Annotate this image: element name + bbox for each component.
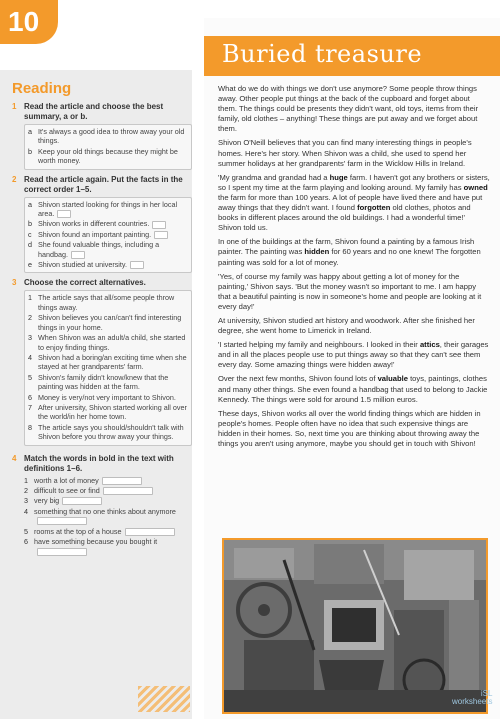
- item-number: 2: [28, 313, 32, 323]
- item-number: 4: [24, 506, 28, 516]
- option-text: It's always a good idea to throw away your old things.: [38, 127, 185, 146]
- item-number: 8: [28, 422, 32, 432]
- item-text: very big: [34, 496, 60, 506]
- vocabulary-word: attics: [419, 340, 440, 350]
- alternative-item[interactable]: [28, 353, 188, 372]
- article-paragraph: Over the next few months, Shivon found lots of valuable toys, paintings, clothes and many other things. She even found a handbag that used to belong to Jackie Kennedy. The things were sold for around 1.5 million euros.: [218, 374, 488, 404]
- item-text: Shivon started looking for things in her local area.: [38, 199, 178, 219]
- answer-field[interactable]: [37, 548, 87, 556]
- option-letter: b: [28, 146, 32, 156]
- article-panel: [204, 18, 500, 719]
- item-letter: e: [28, 260, 32, 270]
- item-text: Shivon believes you can/can't find interesting things in your home.: [38, 313, 182, 332]
- exercise-2: [12, 175, 184, 274]
- item-text: something that no one thinks about anymore: [34, 506, 176, 516]
- article-paragraph: In one of the buildings at the farm, Shivon found a painting by a famous Irish painter. The painting was hidden for 60 years and no one knew! The forgotten painting was sold for a lot of money.: [218, 237, 481, 267]
- alternative-item[interactable]: [28, 423, 188, 442]
- item-number: 4: [28, 352, 32, 362]
- vocabulary-word: owned: [463, 182, 488, 192]
- option-letter: a: [28, 127, 32, 136]
- definition-item: [24, 486, 184, 495]
- item-text: difficult to see or find: [34, 485, 100, 495]
- exercise-1: [12, 102, 184, 170]
- vocabulary-word: hidden: [304, 247, 330, 257]
- fact-item: [28, 230, 188, 239]
- item-number: 6: [24, 537, 28, 546]
- fact-item: [28, 219, 188, 228]
- answer-box[interactable]: [130, 261, 144, 269]
- article-body: [218, 84, 490, 453]
- item-text: Money is very/not very important to Shivon.: [38, 392, 176, 402]
- title-banner: [204, 36, 500, 76]
- alternative-item[interactable]: [28, 373, 188, 392]
- alternative-item[interactable]: [28, 293, 188, 312]
- alternative-item[interactable]: [28, 393, 188, 402]
- answer-field[interactable]: [102, 477, 142, 485]
- article-title: Buried treasure: [222, 40, 423, 68]
- junk-room-photo: [222, 538, 488, 714]
- item-number: 5: [24, 526, 28, 536]
- item-text: Shivon works in different countries.: [38, 219, 150, 229]
- article-paragraph: 'I started helping my family and neighbours. I looked in their attics, their garages and in all the places people use to put things away so that they can't see them every day. Some amazing things were hidden away!': [218, 340, 489, 370]
- item-text: worth a lot of money: [34, 475, 99, 485]
- item-text: have something because you bought it: [34, 537, 158, 546]
- answer-field[interactable]: [125, 528, 175, 536]
- item-letter: a: [28, 199, 32, 209]
- junk-room-illustration: [224, 540, 486, 712]
- answer-field[interactable]: [103, 487, 153, 495]
- definition-item: [24, 537, 184, 556]
- answer-box[interactable]: [71, 251, 85, 259]
- definition-item: [24, 527, 184, 536]
- item-text: Shivon's family didn't know/knew that the painting was hidden at the farm.: [38, 372, 169, 392]
- item-text: The article says that all/some people throw things away.: [38, 293, 175, 312]
- item-number: 6: [28, 392, 32, 402]
- item-text: She found valuable things, including a handbag.: [38, 240, 160, 259]
- item-number: 5: [28, 372, 32, 382]
- item-text: After university, Shivon started working all over the world/in her home town.: [38, 402, 187, 422]
- exercise-number: 3: [12, 278, 17, 288]
- alternative-item[interactable]: [28, 403, 188, 422]
- vocabulary-word: valuable: [377, 374, 408, 384]
- item-number: 2: [24, 485, 28, 495]
- item-text: Shivon found an important painting.: [38, 229, 152, 239]
- article-paragraph: At university, Shivon studied art history and woodwork. After she finished her degree, she went home to Limerick in Ireland.: [218, 315, 475, 336]
- fact-item: [28, 260, 188, 269]
- vocabulary-word: huge: [329, 172, 348, 182]
- fact-item: [28, 240, 188, 259]
- item-text: Shivon had a boring/an exciting time when she stayed at her grandparents' farm.: [38, 352, 187, 372]
- definition-item: [24, 476, 184, 485]
- item-text: When Shivon was an adult/a child, she started to enjoy finding things.: [38, 333, 186, 352]
- exercise-instruction: Choose the correct alternatives.: [24, 278, 146, 288]
- fact-item: [28, 200, 188, 219]
- article-paragraph: Shivon O'Neill believes that you can find many interesting things in people's homes. Here's her story. When Shivon was a child, she used to spend her summer holidays at her grandparents' farm in the Wicklow Hills in Ireland.: [218, 138, 472, 168]
- item-number: 3: [28, 333, 32, 343]
- definition-item: [24, 496, 184, 505]
- item-text: Shivon studied at university.: [38, 260, 127, 270]
- answer-field[interactable]: [37, 517, 87, 525]
- item-number: 7: [28, 402, 32, 412]
- exercise-instruction: Read the article again. Put the facts in the correct order 1–5.: [24, 174, 183, 194]
- exercise-3: [12, 278, 187, 445]
- unit-number-tab: 10: [0, 0, 58, 44]
- item-number: 1: [28, 293, 32, 303]
- option-b[interactable]: [28, 147, 188, 166]
- exercise-number: 2: [12, 174, 17, 184]
- alternative-item[interactable]: [28, 333, 188, 352]
- item-number: 1: [24, 475, 28, 485]
- answer-box[interactable]: [152, 221, 166, 229]
- decorative-stripe: [138, 686, 190, 712]
- item-text: The article says you should/shouldn't talk with Shivon before you throw away your things.: [38, 422, 184, 442]
- answer-box[interactable]: [57, 210, 71, 218]
- exercise-number: 4: [12, 453, 17, 463]
- exercise-4: [12, 454, 184, 556]
- answer-box[interactable]: [154, 231, 168, 239]
- article-paragraph: What do we do with things we don't use anymore? Some people throw things away. Other people put things at the back of the cupboard and forget about them. The things could be presents they didn't want, old toys, items from their family, old clothes – anything! These things are put away and we forget about them.: [218, 84, 479, 134]
- article-paragraph: 'My grandma and grandad had a huge farm. I haven't got any brothers or sisters, so I spent my time at the farm playing and looking around. My family has owned the farm for more than 100 years. A lot of people have lived there and have put away things that they didn't want. I found forgotten old clothes, photos and books in different places around the old buildings. I had a wonderful time!' Shivon told us.: [218, 172, 490, 233]
- option-a[interactable]: [28, 127, 188, 146]
- summary-options-box: [24, 124, 192, 170]
- exercises-panel: [0, 70, 192, 719]
- item-letter: d: [28, 240, 32, 250]
- exercise-number: 1: [12, 102, 17, 111]
- item-letter: c: [28, 229, 32, 239]
- article-paragraph: 'Yes, of course my family was happy about getting a lot of money for the painting,' Shivon says. 'But the money wasn't so important to me. I am happy that a beautiful painting is now in someone's home and people are looking at it every day!': [218, 271, 482, 311]
- item-letter: b: [28, 219, 32, 229]
- alternatives-box: [24, 290, 192, 445]
- answer-field[interactable]: [62, 497, 102, 505]
- site-watermark: iSL worksheets: [452, 689, 493, 706]
- option-text: Keep your old things because they might be worth money.: [38, 146, 178, 166]
- definition-item: [24, 507, 184, 526]
- definitions-list: [24, 476, 184, 556]
- article-paragraph: These days, Shivon works all over the world finding things which are hidden in people's homes. People often have no idea that such expensive things are hidden in their homes. So, next time you are thinking about throwing away the things you aren't using anymore, maybe you should get in touch with Shivon!: [218, 408, 481, 448]
- facts-box: [24, 197, 192, 274]
- vocabulary-word: forgotten: [357, 203, 391, 213]
- exercise-instruction: Match the words in bold in the text with definitions 1–6.: [24, 453, 174, 473]
- item-number: 3: [24, 496, 28, 506]
- alternative-item[interactable]: [28, 313, 188, 332]
- section-title: Reading: [12, 80, 72, 97]
- exercise-instruction: Read the article and choose the best summary, a or b.: [24, 102, 164, 121]
- item-text: rooms at the top of a house: [34, 526, 122, 536]
